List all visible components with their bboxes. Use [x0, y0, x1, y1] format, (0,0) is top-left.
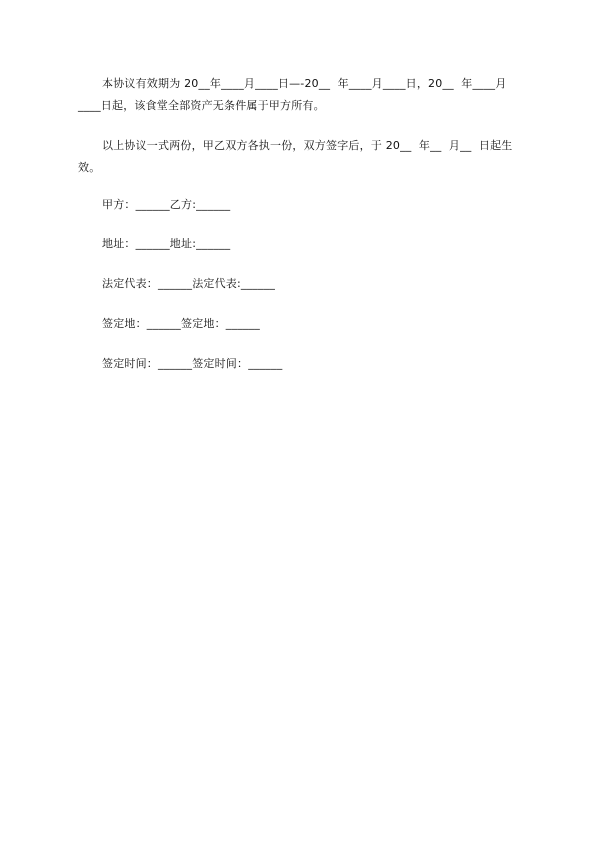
party-line: 甲方：______乙方:______ [102, 198, 231, 211]
signing-place-line: 签定地：______签定地：______ [102, 317, 260, 330]
legal-representative-line: 法定代表：______法定代表:______ [102, 277, 276, 290]
address-line: 地址：______地址:______ [102, 237, 231, 250]
signing-time-line: 签定时间：______签定时间：______ [102, 357, 283, 370]
copies-paragraph: 以上协议一式两份，甲乙双方各执一份，双方签字后，于 20__ 年__ 月__ 日起生效。 [78, 139, 513, 174]
validity-paragraph: 本协议有效期为 20__年____月____日—-20__ 年____月____日，20__ 年____月____日起，该食堂全部资产无条件属于甲方所有。 [78, 77, 507, 112]
